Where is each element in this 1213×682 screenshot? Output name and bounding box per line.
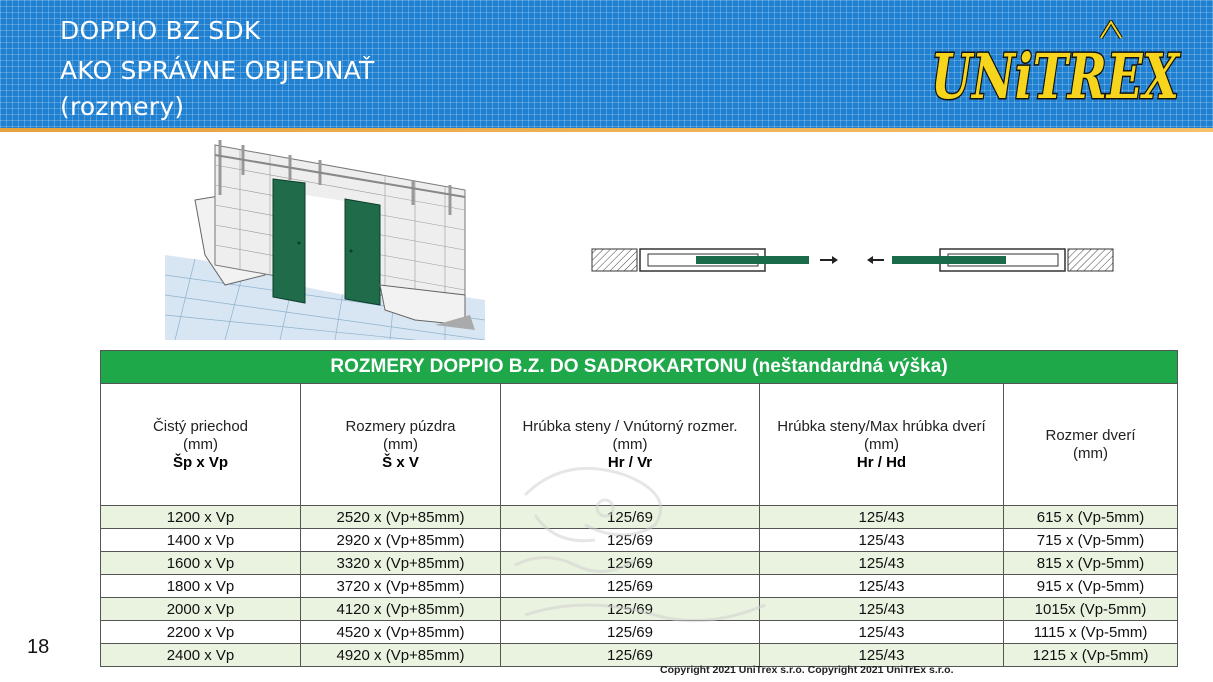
dimensions-table — [100, 350, 1177, 667]
table-cell: 125/69 — [501, 598, 760, 621]
table-cell: 125/69 — [501, 529, 760, 552]
column-header-pocket-dimensions — [301, 384, 501, 506]
table-cell: 125/69 — [501, 621, 760, 644]
header-banner — [0, 0, 1213, 130]
column-unit: (mm) — [864, 435, 899, 453]
table-row — [101, 644, 1178, 667]
table-cell: 915 x (Vp-5mm) — [1004, 575, 1178, 598]
table-cell: 125/43 — [760, 644, 1004, 667]
table-cell: 3720 x (Vp+85mm) — [301, 575, 501, 598]
table-cell: 2200 x Vp — [101, 621, 301, 644]
table-row — [101, 506, 1178, 529]
column-unit: (mm) — [183, 435, 218, 453]
column-header-door-size — [1004, 384, 1178, 506]
title-line-2: AKO SPRÁVNE OBJEDNAŤ — [60, 56, 375, 85]
table-cell: 1015x (Vp-5mm) — [1004, 598, 1178, 621]
table-cell: 615 x (Vp-5mm) — [1004, 506, 1178, 529]
column-code: Hr / Hd — [856, 453, 907, 471]
table-cell: 1200 x Vp — [101, 506, 301, 529]
sliding-doors-schematic-icon — [588, 243, 1118, 277]
column-unit: (mm) — [1073, 444, 1109, 462]
column-header-clear-opening — [101, 384, 301, 506]
table-cell: 4120 x (Vp+85mm) — [301, 598, 501, 621]
table-row — [101, 598, 1178, 621]
column-label: Čistý priechod — [152, 417, 249, 435]
table-cell: 1800 x Vp — [101, 575, 301, 598]
column-label: Rozmer dverí — [1045, 426, 1136, 444]
table-cell: 4520 x (Vp+85mm) — [301, 621, 501, 644]
table-cell: 125/43 — [760, 598, 1004, 621]
column-code: Š x V — [382, 453, 419, 471]
table-row — [101, 552, 1178, 575]
title-line-1: DOPPIO BZ SDK — [60, 16, 261, 45]
drywall-double-pocket-door-icon — [165, 135, 485, 340]
table-row — [101, 621, 1178, 644]
table-cell: 1215 x (Vp-5mm) — [1004, 644, 1178, 667]
table-caption: ROZMERY DOPPIO B.Z. DO SADROKARTONU (neštandardná výška) — [101, 351, 1178, 384]
table-cell: 715 x (Vp-5mm) — [1004, 529, 1178, 552]
table-cell: 125/43 — [760, 506, 1004, 529]
table-row — [101, 529, 1178, 552]
page-number: 18 — [27, 636, 50, 658]
table-cell: 125/43 — [760, 529, 1004, 552]
table-cell: 1400 x Vp — [101, 529, 301, 552]
column-label: Hrúbka steny/Max hrúbka dverí — [777, 417, 986, 435]
table-cell: 3320 x (Vp+85mm) — [301, 552, 501, 575]
copyright-notice: Copyright 2021 UniTrex s.r.o. Copyright 2021 UniTrEx s.r.o. — [660, 664, 954, 676]
table-cell: 1600 x Vp — [101, 552, 301, 575]
logo-text: UNiTREX — [931, 40, 1182, 113]
table-cell: 815 x (Vp-5mm) — [1004, 552, 1178, 575]
table-cell: 2520 x (Vp+85mm) — [301, 506, 501, 529]
table-cell: 125/43 — [760, 575, 1004, 598]
column-header-wall-door-thickness — [760, 384, 1004, 506]
table-cell: 1115 x (Vp-5mm) — [1004, 621, 1178, 644]
table-cell: 125/69 — [501, 552, 760, 575]
unitrex-logo — [925, 20, 1187, 120]
header-divider — [0, 128, 1213, 132]
table-cell: 125/69 — [501, 644, 760, 667]
title-line-3: (rozmery) — [60, 92, 185, 121]
table-cell: 2920 x (Vp+85mm) — [301, 529, 501, 552]
table-cell: 2400 x Vp — [101, 644, 301, 667]
table-cell: 125/43 — [760, 552, 1004, 575]
column-label: Rozmery púzdra — [345, 417, 456, 435]
table-cell: 125/43 — [760, 621, 1004, 644]
column-unit: (mm) — [612, 435, 648, 453]
column-label: Hrúbka steny / Vnútorný rozmer. — [522, 417, 738, 435]
table-cell: 125/69 — [501, 506, 760, 529]
column-unit: (mm) — [383, 435, 418, 453]
column-header-wall-inner — [501, 384, 760, 506]
table-cell: 4920 x (Vp+85mm) — [301, 644, 501, 667]
column-code: Hr / Vr — [607, 453, 653, 471]
column-code: Šp x Vp — [172, 453, 228, 471]
table-row — [101, 575, 1178, 598]
table-cell: 2000 x Vp — [101, 598, 301, 621]
table-cell: 125/69 — [501, 575, 760, 598]
